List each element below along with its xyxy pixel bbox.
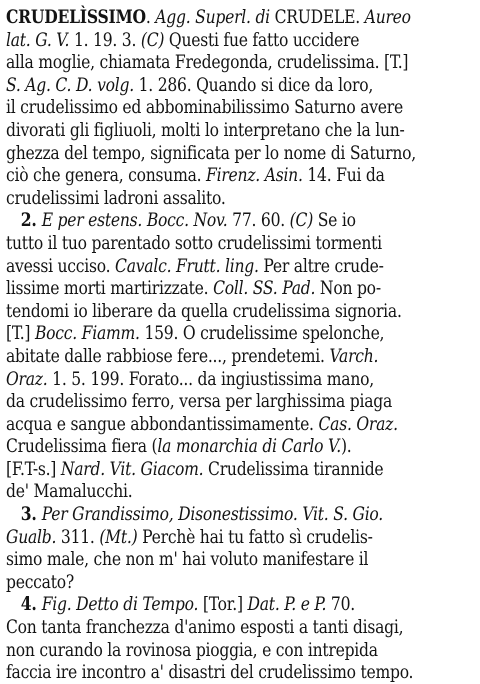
text-line [6, 277, 465, 300]
text-run: CRUDELE. [269, 6, 365, 28]
text-run: Crudelissima fiera ( [6, 435, 158, 458]
text-line [6, 51, 465, 74]
italic-text: S. Ag. C. D. volg. [6, 73, 134, 96]
text-line [6, 503, 480, 526]
text-run: avessi ucciso. [6, 254, 116, 277]
italic-text: Gualb. [6, 525, 57, 548]
text-run: 159. O crudelissime spelonche, [139, 322, 385, 345]
text-line [6, 187, 465, 210]
text-line [6, 6, 465, 29]
text-run: simo male, che non m' hai voluto manifestare il [6, 548, 369, 571]
text-line [6, 458, 465, 481]
text-run: . [145, 6, 156, 28]
text-run: Perchè hai tu fatto sì crudelis- [137, 525, 373, 548]
text-run: non curando la rovinosa pioggia, e con intrepida [6, 638, 378, 661]
text-line [6, 413, 465, 436]
text-run: lissime morti martirizzate. [6, 277, 214, 300]
italic-text: la monarchia di Carlo V. [157, 435, 341, 458]
text-line [6, 480, 465, 503]
text-run: Con tanta franchezza d'animo esposti a tanti disagi, [6, 616, 404, 639]
text-run: ). [340, 435, 352, 458]
text-line [6, 96, 465, 119]
italic-text: (C) [140, 28, 165, 51]
italic-text: Coll. SS. Pad. [213, 277, 316, 300]
text-line [6, 142, 465, 165]
text-run: Questi fue fatto uccidere [164, 28, 360, 51]
text-line [6, 526, 465, 549]
text-run: crudelissimi ladroni assalito. [6, 186, 226, 209]
text-run: divorati gli figliuoli, molti lo interpretano che la lun- [6, 118, 405, 141]
text-line [6, 616, 465, 639]
text-run: [Tor.] [198, 593, 248, 616]
italic-text: Aureo [364, 6, 411, 28]
text-run: 77. 60. [227, 209, 290, 232]
text-line [6, 29, 465, 52]
italic-text: Bocc. Fiamm. [34, 322, 140, 345]
italic-text: Agg. Superl. di [155, 6, 270, 28]
text-run: 1. 19. 3. [69, 28, 141, 51]
text-line [6, 209, 480, 232]
italic-text: Fig. Detto di Tempo. [41, 593, 199, 616]
text-run: 70. [326, 593, 355, 616]
text-line [6, 300, 465, 323]
text-line [6, 368, 465, 391]
italic-text: (Mt.) [99, 525, 138, 548]
text-line [6, 639, 465, 662]
text-run: acqua e sangue abbondantissimamente. [6, 412, 319, 435]
italic-text: Oraz. [6, 367, 48, 390]
text-run: [T.] [6, 322, 35, 345]
text-run: Non po- [315, 277, 381, 300]
italic-text: Varch. [329, 344, 379, 367]
text-run: il crudelissimo ed abbominabilissimo Saturno avere [6, 96, 403, 119]
text-run: 14. Fui da [302, 164, 385, 187]
text-line [6, 232, 465, 255]
italic-text: Cas. Oraz. [318, 412, 398, 435]
bold-text: CRUDELÌSSIMO [6, 6, 146, 28]
text-run: [F.T-s.] [6, 457, 61, 480]
italic-text: Per Grandissimo, Disonestissimo. Vit. S. Gio. [41, 503, 384, 526]
italic-text: Firenz. Asin. [206, 164, 303, 187]
text-run: da crudelissimo ferro, versa per larghissima piaga [6, 390, 393, 413]
text-line [6, 571, 465, 594]
bold-text: 2. [20, 209, 42, 232]
text-line [6, 548, 465, 571]
text-run: Se io [313, 209, 356, 232]
text-run: ghezza del tempo, significata per lo nome di Saturno, [6, 141, 416, 164]
bold-text: 3. [20, 503, 42, 526]
text-line [6, 255, 465, 278]
bold-text: 4. [20, 593, 42, 616]
text-run: 1. 5. 199. Forato... da ingiustissima mano, [47, 367, 374, 390]
text-run: abitate dalle rabbiose fere..., prendetemi. [6, 344, 330, 367]
text-run: tutto il tuo parentado sotto crudelissimi tormenti [6, 231, 382, 254]
text-line [6, 435, 465, 458]
text-run: de' Mamalucchi. [6, 480, 133, 503]
text-run: Crudelissima tirannide [203, 457, 384, 480]
text-line [6, 345, 465, 368]
italic-text: (C) [289, 209, 314, 232]
text-run: 1. 286. Quando si dice da loro, [133, 73, 374, 96]
italic-text: Dat. P. e P. [247, 593, 327, 616]
italic-text: Nard. Vit. Giacom. [60, 457, 204, 480]
text-line [6, 164, 465, 187]
text-run: faccia ire incontro a' disastri del crudelissimo tempo. [6, 661, 414, 684]
text-line [6, 390, 465, 413]
text-run: Per altre crude- [258, 254, 384, 277]
text-run: peccato? [6, 570, 74, 593]
italic-text: E per estens. Bocc. Nov. [41, 209, 228, 232]
text-line [6, 661, 465, 684]
text-line [6, 119, 465, 142]
italic-text: Cavalc. Frutt. ling. [115, 254, 259, 277]
text-run: ciò che genera, consuma. [6, 164, 207, 187]
text-run: 311. [56, 525, 100, 548]
italic-text: lat. G. V. [6, 28, 70, 51]
text-run: alla moglie, chiamata Fredegonda, crudelissima. [T.] [6, 51, 409, 74]
text-line [6, 593, 480, 616]
text-line [6, 322, 465, 345]
text-run: tendomi io liberare da quella crudelissima signoria. [6, 299, 402, 322]
text-line [6, 74, 465, 97]
